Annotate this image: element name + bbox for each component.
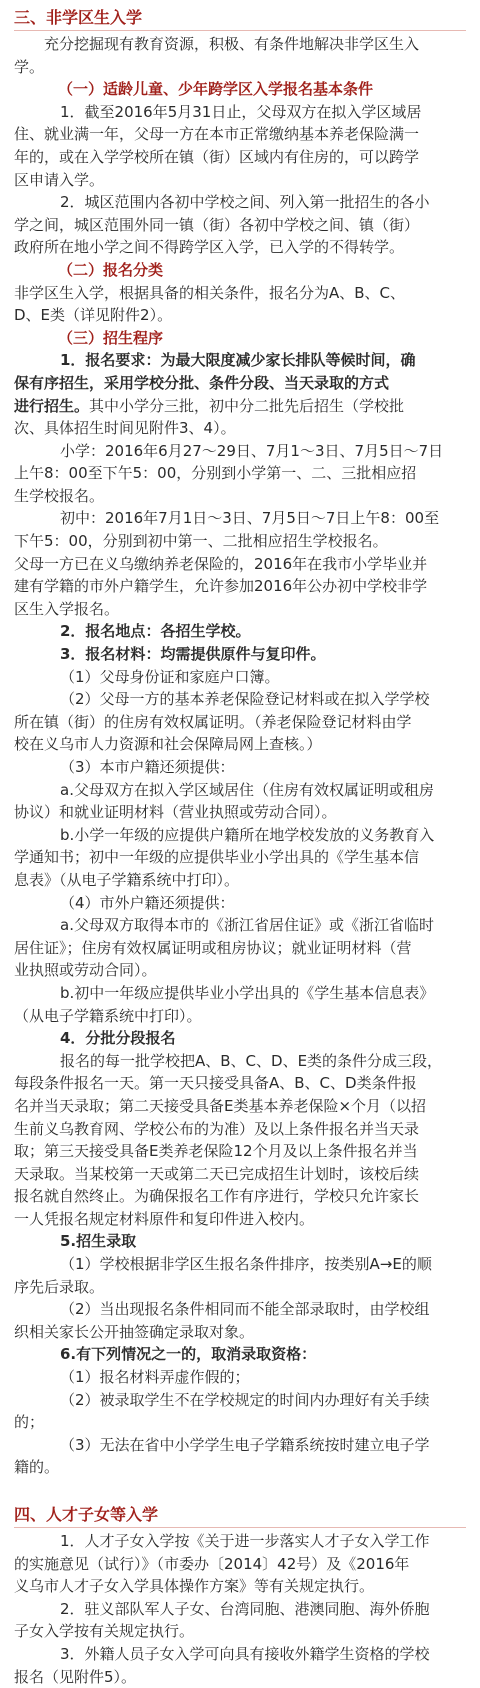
section-3-title: 三、非学区生入学 <box>14 6 466 31</box>
paragraph-line: 学之间，城区范围外同一镇（街）各初中学校之间、镇（街） <box>14 215 420 234</box>
primary-schedule-line: 上午8：00至下午5：00，分别到小学第一、二、三批相应招 <box>14 464 417 483</box>
paragraph-line: 3．外籍人员子女入学可向具有接收外籍学生资格的学校 <box>60 1644 430 1663</box>
subsection-2-title: （二）报名分类 <box>58 260 164 279</box>
requirement-tail: 其中小学分三批，初中分二批先后招生（学校批 <box>89 396 405 415</box>
intro-line: 学。 <box>14 57 45 76</box>
material-item: （4）市外户籍还须提供： <box>60 893 235 912</box>
paragraph-line: 1．截至2016年5月31日止，父母双方在拟入学区域居 <box>60 102 422 121</box>
cancellation-item: 的； <box>14 1413 45 1432</box>
cancellation-item: （2）被录取学生不在学校规定的时间内办理好有关手续 <box>60 1390 430 1409</box>
material-item: （1）父母身份证和家庭户口簿。 <box>60 667 280 686</box>
primary-schedule-line: 小学：2016年6月27～29日、7月1～3日、7月5日～7日 <box>60 441 444 460</box>
material-item: b.初中一年级应提供毕业小学出具的《学生基本信息表》 <box>60 983 435 1002</box>
paragraph-line: 建有学籍的市外户籍学生，允许参加2016年公办初中学校非学 <box>14 577 428 596</box>
section-4-title: 四、人才子女等入学 <box>14 1503 466 1528</box>
cancellation-item: （1）报名材料弄虚作假的； <box>60 1368 250 1387</box>
requirement-line: 1．报名要求：为最大限度减少家长排队等候时间，确 <box>60 351 416 370</box>
paragraph-line: 生前义乌教育网、学校公布的为准）及以上条件报名并当天录 <box>14 1119 420 1138</box>
admission-item: （2）当出现报名条件相同而不能全部录取时，由学校组 <box>60 1300 430 1319</box>
paragraph-line: 年的，或在入学学校所在镇（街）区域内有住房的，可以跨学 <box>14 147 420 166</box>
material-item: （3）本市户籍还须提供： <box>60 758 235 776</box>
admission-item: 织相关家长公开抽签确定录取对象。 <box>14 1322 255 1341</box>
material-item: 息表》（从电子学籍系统中打印）。 <box>14 870 240 889</box>
material-item: 学通知书；初中一年级的应提供毕业小学出具的《学生基本信 <box>14 848 420 867</box>
paragraph-line: 报名就自然终止。为确保报名工作有序进行，学校只允许家长 <box>14 1187 420 1206</box>
paragraph-line: 报名的每一批学校把A、B、C、D、E类的条件分成三段， <box>60 1051 443 1070</box>
paragraph-line: 父母一方已在义乌缴纳养老保险的，2016年在我市小学毕业并 <box>14 554 428 573</box>
admission-title: 5.招生录取 <box>60 1232 137 1251</box>
paragraph-line: 报名（见附件5）。 <box>14 1667 137 1686</box>
paragraph-line: 义乌市人才子女入学具体操作方案》等有关规定执行。 <box>14 1577 375 1596</box>
paragraph-line: 一人凭报名规定材料原件和复印件进入校内。 <box>14 1209 315 1228</box>
material-item: （从电子学籍系统中打印）。 <box>14 1006 202 1025</box>
paragraph-line: 每段条件报名一天。第一天只接受具备A、B、C、D类条件报 <box>14 1074 417 1093</box>
batch-registration-title: 4．分批分段报名 <box>60 1029 176 1048</box>
paragraph-line: 子女入学按有关规定执行。 <box>14 1622 195 1641</box>
material-item: a.父母双方在拟入学区域居住（住房有效权属证明或租房 <box>60 780 434 799</box>
registration-place: 2．报名地点：各招生学校。 <box>60 622 251 641</box>
registration-materials-title: 3．报名材料：均需提供原件与复印件。 <box>60 645 326 664</box>
paragraph-line: 次、具体招生时间见附件3、4）。 <box>14 419 236 438</box>
paragraph-line: 1．人才子女入学按《关于进一步落实人才子女入学工作 <box>60 1532 430 1550</box>
paragraph-line: 的实施意见（试行）》（市委办〔2014〕42号）及《2016年 <box>14 1554 410 1573</box>
paragraph-line: 住、就业满一年，父母一方在本市正常缴纳基本养老保险满一 <box>14 125 420 144</box>
paragraph-line: D、E类（详见附件2）。 <box>14 306 173 325</box>
paragraph-line: 2．城区范围内各初中学校之间、列入第一批招生的各小 <box>60 193 430 212</box>
requirement-line <box>14 395 466 418</box>
subsection-1-title: （一）适龄儿童、少年跨学区入学报名基本条件 <box>58 80 374 99</box>
material-item: 协议）和就业证明材料（营业执照或劳动合同）。 <box>14 803 337 822</box>
requirement-line: 保有序招生，采用学校分批、条件分段、当天录取的方式 <box>14 373 390 392</box>
material-item: b.小学一年级的应提供户籍所在地学校发放的义务教育入 <box>60 825 435 844</box>
admission-item: 序先后录取。 <box>14 1277 105 1296</box>
primary-schedule-line: 生学校报名。 <box>14 486 105 505</box>
material-item: a.父母双方取得本市的《浙江省居住证》或《浙江省临时 <box>60 916 434 935</box>
material-item: 业执照或劳动合同）。 <box>14 961 157 980</box>
paragraph-line: 天录取。当某校第一天或第二天已完成招生计划时，该校后续 <box>14 1164 420 1183</box>
intro-line: 充分挖掘现有教育资源，积极、有条件地解决非学区生入 <box>44 35 420 53</box>
material-item: 居住证》；住房有效权属证明或租房协议；就业证明材料（营 <box>14 938 412 957</box>
paragraph-line: 非学区生入学，根据具备的相关条件，报名分为A、B、C、 <box>14 283 406 302</box>
material-item: 校在义乌市人力资源和社会保障局网上查核。） <box>14 735 322 754</box>
paragraph-line: 区申请入学。 <box>14 170 105 189</box>
paragraph-line: 区生入学报名。 <box>14 599 120 618</box>
cancellation-item: 籍的。 <box>14 1458 60 1477</box>
cancellation-title: 6.有下列情况之一的，取消录取资格： <box>60 1345 317 1364</box>
junior-schedule-line: 初中：2016年7月1日～3日、7月5日～7日上午8：00至 <box>60 509 440 528</box>
material-item: 所在镇（街）的住房有效权属证明。（养老保险登记材料由学 <box>14 712 412 731</box>
subsection-3-title: （三）招生程序 <box>58 328 164 347</box>
paragraph-line: 取；第三天接受具备E类养老保险12个月及以上条件报名并当 <box>14 1142 418 1161</box>
section-spacer <box>14 1479 466 1501</box>
admission-item: （1）学校根据非学区生报名条件排序，按类别A→E的顺 <box>60 1255 432 1274</box>
paragraph-line: 政府所在地小学之间不得跨学区入学，已入学的不得转学。 <box>14 238 405 257</box>
cancellation-item: （3）无法在省中小学学生电子学籍系统按时建立电子学 <box>60 1435 430 1454</box>
junior-schedule-line: 下午5：00，分别到初中第一、二批相应招生学校报名。 <box>14 532 388 551</box>
paragraph-line: 名并当天录取；第二天接受具备E类基本养老保险×个月（以招 <box>14 1096 427 1115</box>
material-item: （2）父母一方的基本养老保险登记材料或在拟入学学校 <box>60 690 430 709</box>
requirement-bold: 进行招生。 <box>14 396 90 415</box>
paragraph-line: 2．驻义部队军人子女、台湾同胞、港澳同胞、海外侨胞 <box>60 1599 430 1618</box>
